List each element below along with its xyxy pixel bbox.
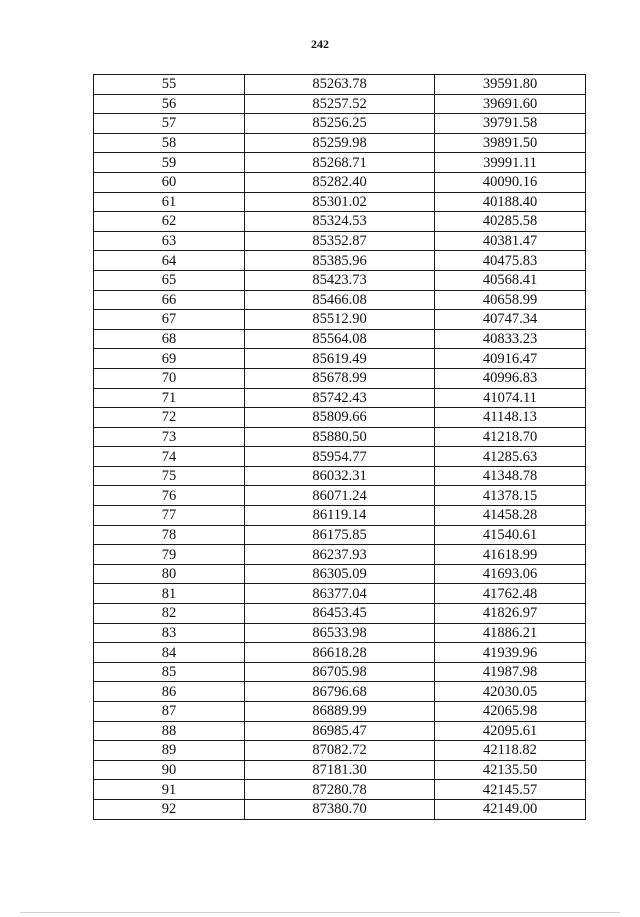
table-row [94, 545, 586, 565]
point-number-cell: 89 [94, 741, 245, 761]
y-coordinate-cell: 41886.21 [435, 623, 586, 643]
table-row [94, 506, 586, 526]
y-coordinate-cell: 39591.80 [435, 75, 586, 95]
point-number-cell: 79 [94, 545, 245, 565]
point-number-cell: 88 [94, 721, 245, 741]
x-coordinate-cell: 86377.04 [245, 584, 435, 604]
page-bottom-edge [20, 912, 620, 913]
y-coordinate-cell: 41285.63 [435, 447, 586, 467]
table-row [94, 427, 586, 447]
point-number-cell: 90 [94, 760, 245, 780]
x-coordinate-cell: 86175.85 [245, 525, 435, 545]
point-number-cell: 81 [94, 584, 245, 604]
point-number-cell: 83 [94, 623, 245, 643]
x-coordinate-cell: 85257.52 [245, 94, 435, 114]
y-coordinate-cell: 42149.00 [435, 799, 586, 819]
x-coordinate-cell: 85352.87 [245, 231, 435, 251]
table-row [94, 94, 586, 114]
coordinates-table [93, 74, 586, 820]
table-body [94, 75, 586, 820]
y-coordinate-cell: 39691.60 [435, 94, 586, 114]
table-row [94, 721, 586, 741]
y-coordinate-cell: 40996.83 [435, 368, 586, 388]
point-number-cell: 78 [94, 525, 245, 545]
y-coordinate-cell: 41618.99 [435, 545, 586, 565]
table-row [94, 584, 586, 604]
y-coordinate-cell: 41939.96 [435, 643, 586, 663]
x-coordinate-cell: 86237.93 [245, 545, 435, 565]
point-number-cell: 58 [94, 133, 245, 153]
point-number-cell: 61 [94, 192, 245, 212]
table-row [94, 192, 586, 212]
y-coordinate-cell: 41987.98 [435, 662, 586, 682]
table-row [94, 702, 586, 722]
x-coordinate-cell: 85259.98 [245, 133, 435, 153]
table-row [94, 153, 586, 173]
point-number-cell: 75 [94, 466, 245, 486]
x-coordinate-cell: 85282.40 [245, 172, 435, 192]
point-number-cell: 65 [94, 270, 245, 290]
y-coordinate-cell: 40658.99 [435, 290, 586, 310]
table-row [94, 388, 586, 408]
point-number-cell: 64 [94, 251, 245, 271]
point-number-cell: 74 [94, 447, 245, 467]
x-coordinate-cell: 85466.08 [245, 290, 435, 310]
y-coordinate-cell: 41074.11 [435, 388, 586, 408]
point-number-cell: 68 [94, 329, 245, 349]
y-coordinate-cell: 40475.83 [435, 251, 586, 271]
point-number-cell: 77 [94, 506, 245, 526]
y-coordinate-cell: 40188.40 [435, 192, 586, 212]
y-coordinate-cell: 40285.58 [435, 212, 586, 232]
x-coordinate-cell: 85619.49 [245, 349, 435, 369]
y-coordinate-cell: 41348.78 [435, 466, 586, 486]
x-coordinate-cell: 86889.99 [245, 702, 435, 722]
y-coordinate-cell: 41218.70 [435, 427, 586, 447]
table-row [94, 408, 586, 428]
table-row [94, 466, 586, 486]
point-number-cell: 85 [94, 662, 245, 682]
table-row [94, 172, 586, 192]
table-row [94, 368, 586, 388]
table-row [94, 447, 586, 467]
point-number-cell: 82 [94, 604, 245, 624]
table-row [94, 212, 586, 232]
table-row [94, 643, 586, 663]
point-number-cell: 57 [94, 114, 245, 134]
point-number-cell: 91 [94, 780, 245, 800]
x-coordinate-cell: 85385.96 [245, 251, 435, 271]
x-coordinate-cell: 85263.78 [245, 75, 435, 95]
point-number-cell: 60 [94, 172, 245, 192]
point-number-cell: 86 [94, 682, 245, 702]
y-coordinate-cell: 42095.61 [435, 721, 586, 741]
y-coordinate-cell: 42145.57 [435, 780, 586, 800]
x-coordinate-cell: 85512.90 [245, 310, 435, 330]
table-row [94, 760, 586, 780]
y-coordinate-cell: 40833.23 [435, 329, 586, 349]
x-coordinate-cell: 86119.14 [245, 506, 435, 526]
point-number-cell: 59 [94, 153, 245, 173]
point-number-cell: 63 [94, 231, 245, 251]
y-coordinate-cell: 40381.47 [435, 231, 586, 251]
y-coordinate-cell: 39791.58 [435, 114, 586, 134]
y-coordinate-cell: 42135.50 [435, 760, 586, 780]
y-coordinate-cell: 41540.61 [435, 525, 586, 545]
x-coordinate-cell: 85564.08 [245, 329, 435, 349]
x-coordinate-cell: 85742.43 [245, 388, 435, 408]
y-coordinate-cell: 39991.11 [435, 153, 586, 173]
x-coordinate-cell: 86796.68 [245, 682, 435, 702]
point-number-cell: 62 [94, 212, 245, 232]
x-coordinate-cell: 85809.66 [245, 408, 435, 428]
table-row [94, 349, 586, 369]
table-row [94, 75, 586, 95]
x-coordinate-cell: 86985.47 [245, 721, 435, 741]
y-coordinate-cell: 40568.41 [435, 270, 586, 290]
y-coordinate-cell: 41378.15 [435, 486, 586, 506]
y-coordinate-cell: 42118.82 [435, 741, 586, 761]
point-number-cell: 71 [94, 388, 245, 408]
x-coordinate-cell: 86071.24 [245, 486, 435, 506]
x-coordinate-cell: 86305.09 [245, 564, 435, 584]
y-coordinate-cell: 42065.98 [435, 702, 586, 722]
x-coordinate-cell: 85256.25 [245, 114, 435, 134]
y-coordinate-cell: 42030.05 [435, 682, 586, 702]
point-number-cell: 69 [94, 349, 245, 369]
x-coordinate-cell: 86533.98 [245, 623, 435, 643]
table-row [94, 114, 586, 134]
table-row [94, 741, 586, 761]
y-coordinate-cell: 41826.97 [435, 604, 586, 624]
table-row [94, 486, 586, 506]
point-number-cell: 73 [94, 427, 245, 447]
x-coordinate-cell: 86618.28 [245, 643, 435, 663]
point-number-cell: 92 [94, 799, 245, 819]
x-coordinate-cell: 87280.78 [245, 780, 435, 800]
table-row [94, 133, 586, 153]
y-coordinate-cell: 41693.06 [435, 564, 586, 584]
y-coordinate-cell: 41762.48 [435, 584, 586, 604]
table-row [94, 662, 586, 682]
table-row [94, 564, 586, 584]
table-row [94, 231, 586, 251]
point-number-cell: 87 [94, 702, 245, 722]
point-number-cell: 80 [94, 564, 245, 584]
point-number-cell: 84 [94, 643, 245, 663]
point-number-cell: 76 [94, 486, 245, 506]
table-row [94, 270, 586, 290]
x-coordinate-cell: 85324.53 [245, 212, 435, 232]
x-coordinate-cell: 85880.50 [245, 427, 435, 447]
x-coordinate-cell: 86705.98 [245, 662, 435, 682]
x-coordinate-cell: 85301.02 [245, 192, 435, 212]
table-row [94, 780, 586, 800]
table-row [94, 251, 586, 271]
point-number-cell: 72 [94, 408, 245, 428]
x-coordinate-cell: 85268.71 [245, 153, 435, 173]
y-coordinate-cell: 41148.13 [435, 408, 586, 428]
x-coordinate-cell: 86032.31 [245, 466, 435, 486]
y-coordinate-cell: 40916.47 [435, 349, 586, 369]
x-coordinate-cell: 87082.72 [245, 741, 435, 761]
x-coordinate-cell: 85423.73 [245, 270, 435, 290]
table-row [94, 329, 586, 349]
point-number-cell: 56 [94, 94, 245, 114]
point-number-cell: 70 [94, 368, 245, 388]
x-coordinate-cell: 86453.45 [245, 604, 435, 624]
table-row [94, 623, 586, 643]
table-row [94, 682, 586, 702]
point-number-cell: 66 [94, 290, 245, 310]
x-coordinate-cell: 87181.30 [245, 760, 435, 780]
table-row [94, 799, 586, 819]
x-coordinate-cell: 85954.77 [245, 447, 435, 467]
table-row [94, 525, 586, 545]
y-coordinate-cell: 41458.28 [435, 506, 586, 526]
page-number: 242 [311, 37, 329, 51]
table-row [94, 290, 586, 310]
y-coordinate-cell: 40090.16 [435, 172, 586, 192]
y-coordinate-cell: 39891.50 [435, 133, 586, 153]
point-number-cell: 67 [94, 310, 245, 330]
table-row [94, 310, 586, 330]
x-coordinate-cell: 87380.70 [245, 799, 435, 819]
x-coordinate-cell: 85678.99 [245, 368, 435, 388]
point-number-cell: 55 [94, 75, 245, 95]
y-coordinate-cell: 40747.34 [435, 310, 586, 330]
table-row [94, 604, 586, 624]
